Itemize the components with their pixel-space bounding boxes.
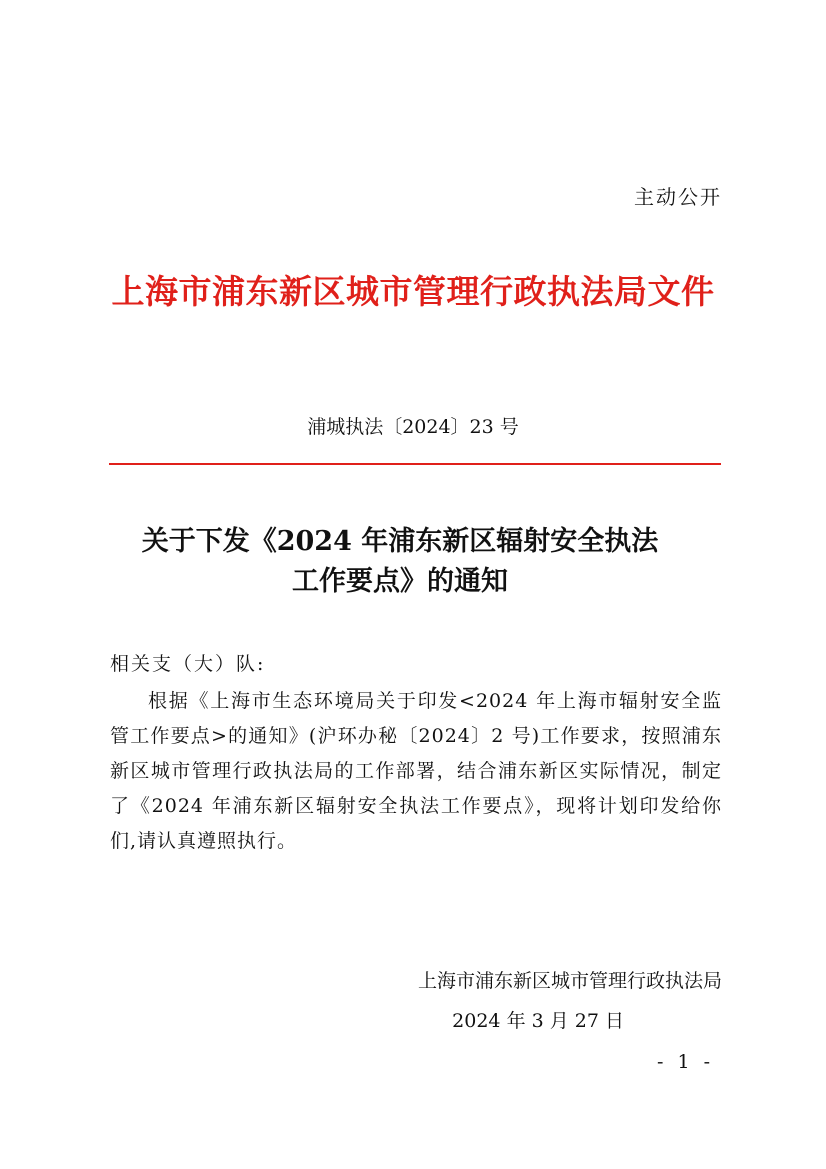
- notice-title: [60, 522, 740, 602]
- signature-date: 2024 年 3 月 27 日: [452, 1010, 624, 1032]
- salutation: 相关支（大）队:: [110, 653, 266, 675]
- document-number: 浦城执法〔2024〕23 号: [307, 416, 519, 438]
- notice-title-line-1: 关于下发《2024 年浦东新区辐射安全执法: [141, 526, 659, 557]
- disclosure-label: 主动公开: [634, 185, 722, 209]
- page-number: - 1 -: [656, 1051, 714, 1073]
- signature-organization: 上海市浦东新区城市管理行政执法局: [417, 970, 722, 992]
- body-paragraph: 根据《上海市生态环境局关于印发<2024 年上海市辐射安全监管工作要点>的通知》(沪环办秘〔2024〕2 号)工作要求，按照浦东新区城市管理行政执法局的工作部署，结合浦东新区实际情况，制定了《2024 年浦东新区辐射安全执法工作要点》，现将计划印发给你们,请认真遵照执行。: [110, 690, 722, 852]
- red-separator-line: [109, 463, 721, 465]
- notice-title-line-2: 工作要点》的通知: [292, 566, 508, 597]
- signature-block: [418, 961, 722, 1041]
- issuing-authority-header: 上海市浦东新区城市管理行政执法局文件: [111, 272, 715, 311]
